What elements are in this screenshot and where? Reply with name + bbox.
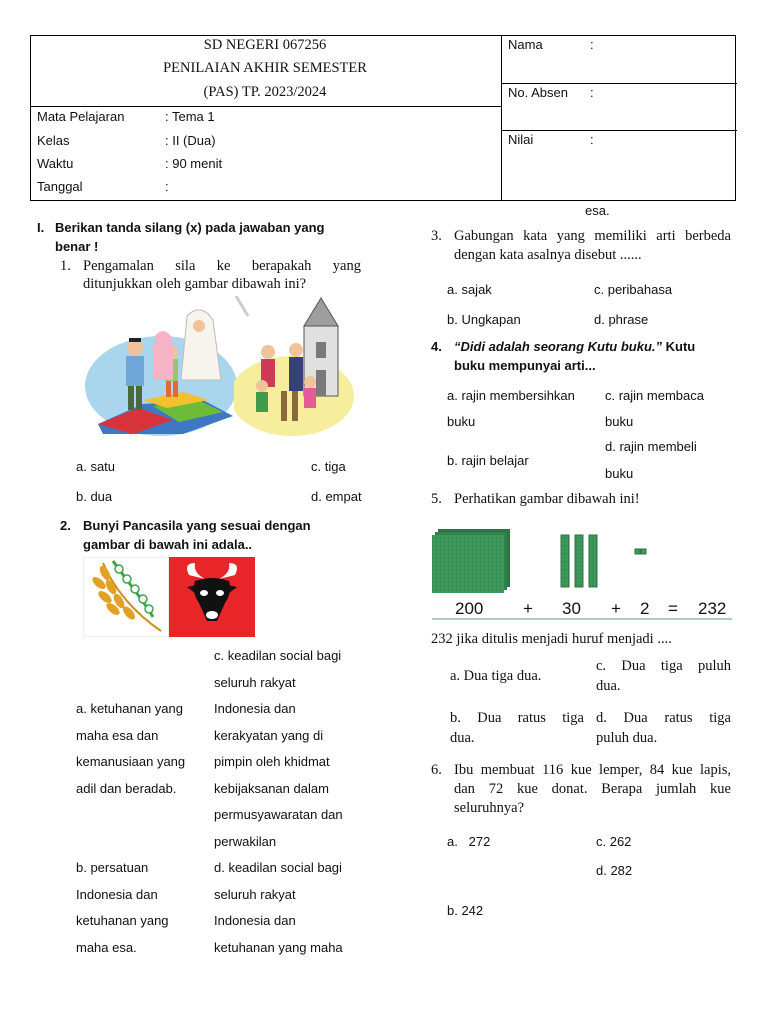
value-tanggal: :	[165, 179, 169, 194]
blocks-value-200: 200	[455, 599, 484, 618]
exam-year: (PAS) TP. 2023/2024	[203, 84, 327, 100]
q2-b-line: Indonesia dan	[76, 886, 158, 902]
q2-c-line: pimpin oleh khidmat	[214, 754, 330, 769]
church-family-image	[234, 296, 354, 440]
blocks-plus-2: +	[611, 599, 621, 618]
q2-a-line: kemanusiaan yang	[76, 754, 186, 769]
q4-text-2: buku mempunyai arti...	[454, 358, 596, 373]
rice-cotton-image	[83, 557, 169, 637]
q2-option-d[interactable]	[214, 855, 343, 961]
q5-option-d[interactable]: d. Dua ratus tiga	[596, 710, 731, 726]
label-nama: Nama	[508, 37, 543, 52]
value-mapel: : Tema 1	[165, 109, 215, 124]
q3-text-2: dengan kata asalnya disebut ......	[454, 247, 642, 263]
q5-text: Perhatikan gambar dibawah ini!	[454, 491, 640, 507]
blocks-value-232: 232	[698, 599, 727, 618]
q4-text	[454, 339, 695, 354]
q4-option-c-cont: buku	[605, 414, 634, 429]
q2-c-line: permusyawaratan dan	[214, 807, 343, 822]
q2-text: Bunyi Pancasila yang sesuai dengan	[83, 518, 311, 533]
q5-option-c[interactable]: c. Dua tiga puluh	[596, 658, 731, 674]
q2-a-line: maha esa dan	[76, 727, 159, 743]
q3-option-b[interactable]: b. Ungkapan	[447, 312, 521, 327]
q2-c-line: c. keadilan social bagi	[214, 648, 342, 663]
q2-d-line: ketuhanan yang maha	[214, 939, 343, 955]
q1-number: 1.	[60, 258, 71, 274]
section-instruction-2: benar !	[55, 239, 99, 254]
q2-c-line: perwakilan	[214, 833, 277, 849]
q5-option-d-cont: puluh dua.	[596, 730, 658, 746]
q4-text-rest: Kutu	[662, 339, 696, 354]
q5-option-b-cont: dua.	[450, 730, 475, 746]
q2-d-line: Indonesia dan	[214, 913, 296, 928]
q4-quote: “Didi adalah seorang Kutu buku.”	[454, 339, 663, 354]
q2-number: 2.	[60, 518, 71, 533]
label-waktu: Waktu	[37, 156, 74, 171]
praying-family-image	[83, 296, 237, 440]
q1-option-c[interactable]: c. tiga	[311, 459, 346, 474]
value-waktu: : 90 menit	[165, 156, 223, 171]
q4-number: 4.	[431, 339, 442, 354]
q2-d-line: seluruh rakyat	[214, 886, 296, 902]
q2-b-line: ketuhanan yang	[76, 913, 169, 928]
blocks-equals: =	[668, 599, 678, 618]
q3-option-d[interactable]: d. phrase	[594, 312, 649, 327]
q2-b-line: maha esa.	[76, 939, 137, 955]
q5-question: 232 jika ditulis menjadi huruf menjadi ....	[431, 631, 672, 647]
q2-a-line: a. ketuhanan yang	[76, 701, 183, 716]
field-absen[interactable]: :	[590, 85, 594, 100]
q2-c-line: kerakyatan yang di	[214, 727, 324, 743]
q6-text-2: dan 72 kue donat. Berapa jumlah kue	[454, 781, 731, 797]
q2-a-line: adil dan beradab.	[76, 780, 177, 796]
exam-title: PENILAIAN AKHIR SEMESTER	[163, 60, 367, 76]
q6-option-d[interactable]: d. 282	[596, 863, 633, 878]
q6-option-a[interactable]: a. 272	[447, 834, 491, 849]
q3-text: Gabungan kata yang memiliki arti berbeda	[454, 228, 731, 244]
label-mapel: Mata Pelajaran	[37, 109, 125, 124]
q6-number: 6.	[431, 762, 442, 778]
bull-head-image	[169, 557, 255, 637]
continued-esa: esa.	[585, 203, 610, 218]
blocks-plus-1: +	[523, 599, 533, 618]
field-nama[interactable]: :	[590, 37, 594, 52]
q5-number: 5.	[431, 491, 442, 507]
q1-text: Pengamalan sila ke berapakah yang	[83, 258, 361, 274]
section-instruction: Berikan tanda silang (x) pada jawaban yang	[55, 220, 325, 235]
q1-option-d[interactable]: d. empat	[311, 489, 362, 504]
q4-option-a-cont: buku	[447, 414, 476, 429]
q5-option-a[interactable]: a. Dua tiga dua.	[450, 668, 542, 684]
school-name: SD NEGERI 067256	[203, 37, 327, 53]
q4-option-d-cont: buku	[605, 466, 634, 481]
q2-d-line: d. keadilan social bagi	[214, 860, 342, 875]
label-absen: No. Absen	[508, 85, 568, 100]
q3-option-a[interactable]: a. sajak	[447, 282, 492, 297]
q2-option-b[interactable]	[76, 855, 169, 961]
q3-number: 3.	[431, 228, 442, 244]
q2-text-2: gambar di bawah ini adala..	[83, 537, 253, 552]
q2-c-line: seluruh rakyat	[214, 674, 296, 690]
q3-option-c[interactable]: c. peribahasa	[594, 282, 673, 297]
q5-option-c-cont: dua.	[596, 678, 621, 694]
q2-c-line: kebijaksanan dalam	[214, 780, 329, 796]
q2-option-c[interactable]	[214, 643, 343, 855]
q2-b-line: b. persatuan	[76, 860, 149, 875]
q4-option-d[interactable]: d. rajin membeli	[605, 439, 697, 454]
field-nilai[interactable]: :	[590, 132, 594, 147]
q2-c-line: Indonesia dan	[214, 701, 296, 716]
q6-option-b[interactable]: b. 242	[447, 903, 484, 918]
q4-option-c[interactable]: c. rajin membaca	[605, 388, 704, 403]
q1-option-b[interactable]: b. dua	[76, 489, 113, 504]
q6-text: Ibu membuat 116 kue lemper, 84 kue lapis,	[454, 762, 731, 778]
q6-text-3: seluruhnya?	[454, 800, 525, 816]
q1-text-2: ditunjukkan oleh gambar dibawah ini?	[83, 276, 307, 292]
q5-option-b[interactable]: b. Dua ratus tiga	[450, 710, 584, 726]
section-number: I.	[37, 220, 45, 235]
label-kelas: Kelas	[37, 133, 70, 148]
q4-option-a[interactable]: a. rajin membersihkan	[447, 388, 575, 403]
label-tanggal: Tanggal	[37, 179, 83, 194]
label-nilai: Nilai	[508, 132, 534, 147]
blocks-value-2: 2	[640, 599, 650, 618]
q6-option-c[interactable]: c. 262	[596, 834, 632, 849]
q4-option-b[interactable]: b. rajin belajar	[447, 453, 529, 468]
value-kelas: : II (Dua)	[165, 133, 216, 148]
blocks-value-30: 30	[562, 599, 581, 618]
q1-option-a[interactable]: a. satu	[76, 459, 116, 474]
q2-option-a[interactable]	[76, 696, 185, 802]
